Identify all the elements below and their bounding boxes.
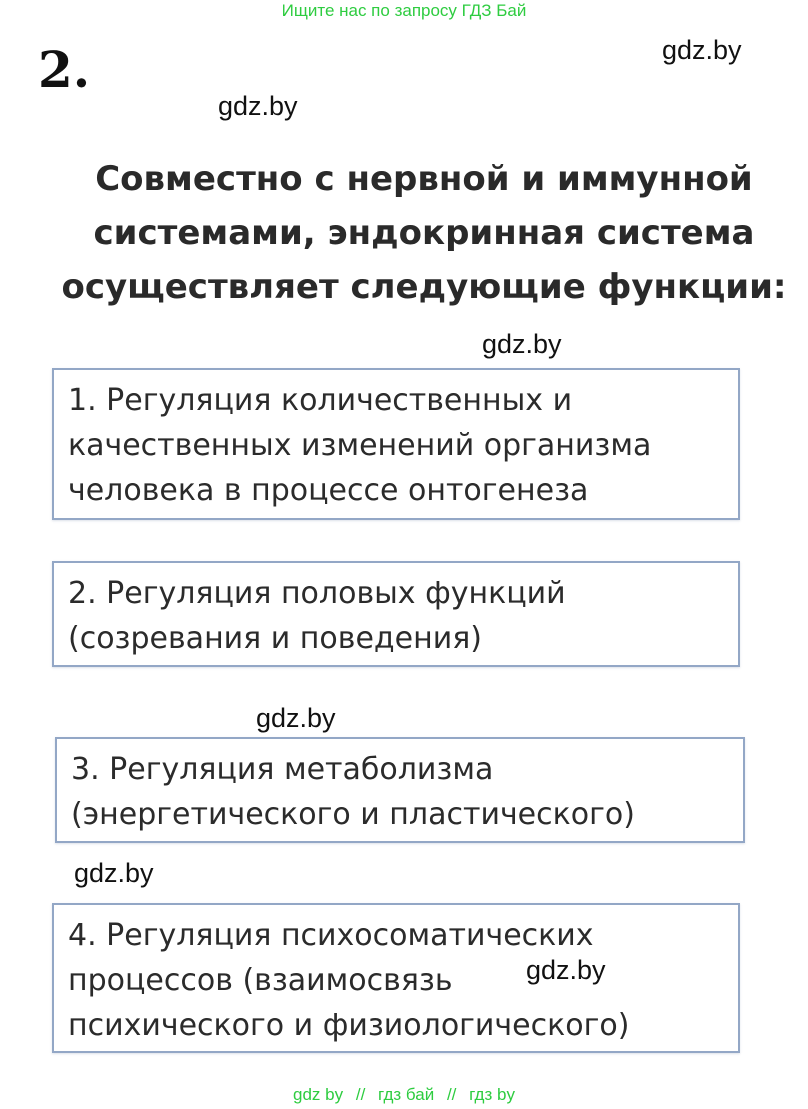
function-text-line: психического и физиологического)	[68, 1008, 630, 1043]
footer-link-gdz-by-2[interactable]: гдз by	[469, 1085, 515, 1104]
footer-separator: //	[446, 1085, 457, 1104]
page-title-line: Совместно с нервной и иммунной	[95, 159, 753, 199]
function-text-line: человека в процессе онтогенеза	[68, 473, 589, 508]
function-box-3	[55, 737, 745, 843]
top-banner[interactable]: Ищите нас по запросу ГДЗ Бай	[281, 1, 527, 20]
watermark: gdz.by	[218, 91, 298, 121]
function-box-1	[52, 368, 740, 520]
page-title-line: осуществляет следующие функции:	[61, 267, 787, 307]
page-title	[40, 152, 808, 314]
footer-link-gdz-by[interactable]: gdz by	[293, 1085, 344, 1104]
function-text-line: 3. Регуляция метаболизма	[71, 752, 494, 787]
function-text-line: 2. Регуляция половых функций	[68, 576, 566, 611]
function-box-4	[52, 903, 740, 1053]
function-box-2	[52, 561, 740, 667]
function-text-line: процессов (взаимосвязь	[68, 963, 453, 998]
watermark: gdz.by	[74, 858, 154, 888]
function-text-line: (энергетического и пластического)	[71, 797, 635, 832]
function-text-line: качественных изменений организма	[68, 428, 652, 463]
watermark: gdz.by	[482, 329, 562, 359]
watermark: gdz.by	[256, 703, 336, 733]
function-text-line: 1. Регуляция количественных и	[68, 383, 573, 418]
task-number: 2.	[38, 40, 91, 99]
function-text-line: 4. Регуляция психосоматических	[68, 918, 594, 953]
footer-link-gdz-bai[interactable]: гдз бай	[378, 1085, 435, 1104]
watermark: gdz.by	[526, 955, 606, 985]
function-text-line: (созревания и поведения)	[68, 621, 482, 656]
page-title-line: системами, эндокринная система	[93, 213, 755, 253]
footer	[0, 1084, 808, 1106]
watermark: gdz.by	[662, 35, 742, 65]
footer-separator: //	[355, 1085, 366, 1104]
